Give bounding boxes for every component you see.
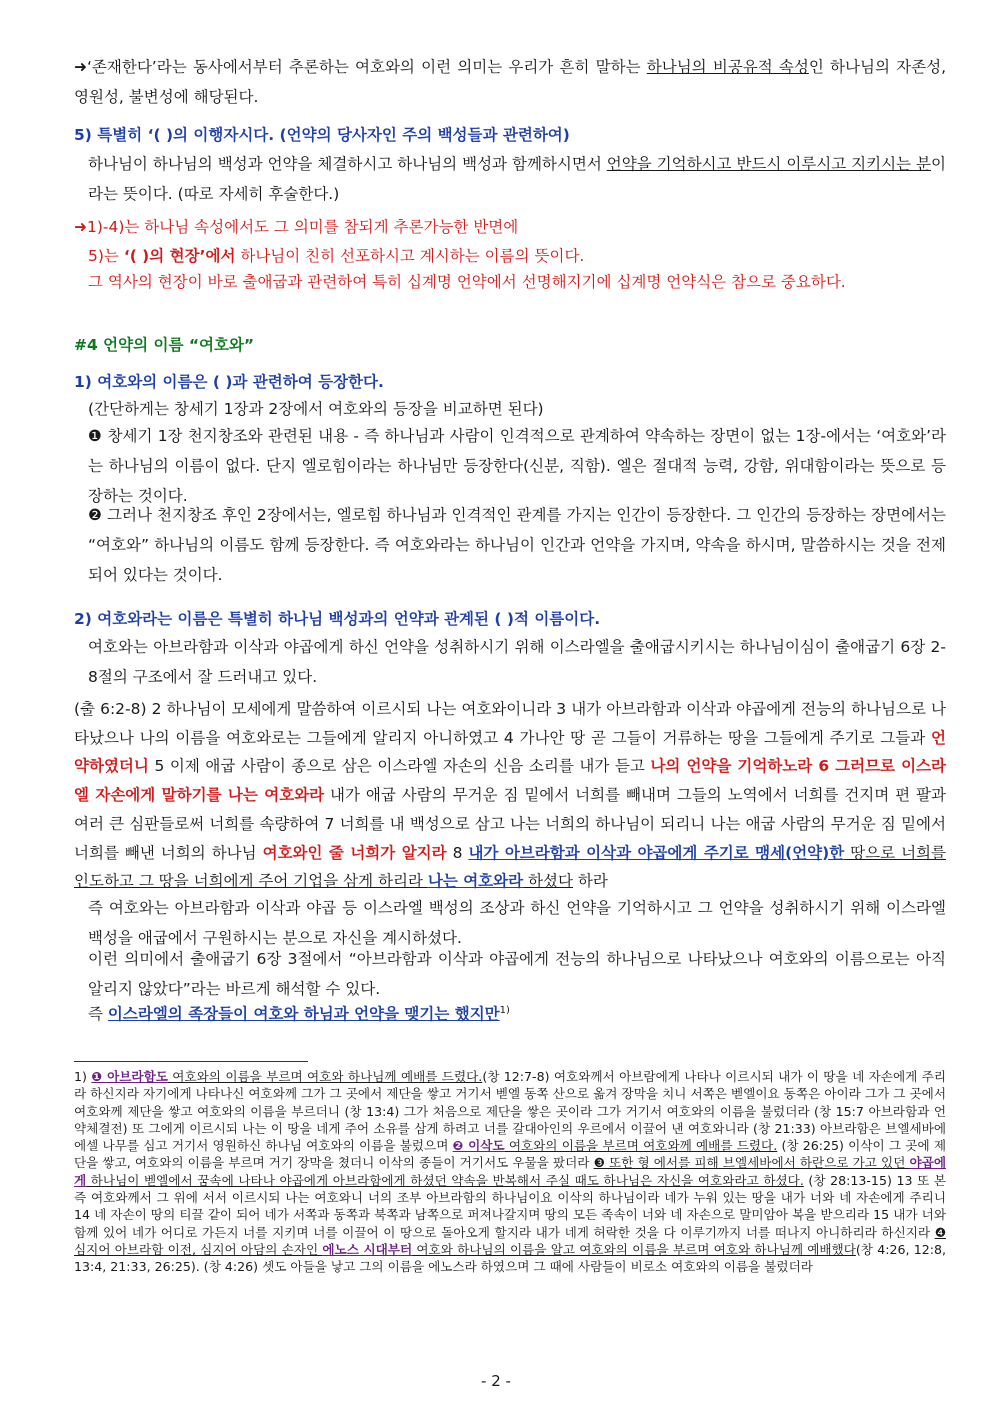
paragraph-intro	[74, 52, 946, 112]
underlined-text: 하셨다	[523, 872, 573, 891]
paragraph-5	[74, 149, 946, 209]
paragraph-q2: 이런 의미에서 출애굽기 6장 3절에서 “아브라함과 이삭과 야곱에게 전능의 하나님으로 나타났으나 여호와의 이름으로는 아직 알리지 않았다”라는 바르게 해석할 수 있다.	[88, 950, 946, 998]
paragraph-2: 여호와는 아브라함과 이삭과 야곱에게 하신 언약을 성취하시기 위해 이스라엘을 출애굽시키시는 하나님이심이 출애굽기 6장 2-8절의 구조에서 잘 드러내고 있다.	[88, 638, 946, 686]
underlined-text: 여호와의 이름을 부르며 여호와께 예배를 드렸다.	[504, 1138, 778, 1154]
page-number: - 2 -	[481, 1372, 511, 1390]
paragraph-q1: 즉 여호와는 아브라함과 이삭과 야곱 등 이스라엘 백성의 조상과 하신 언약을 기억하시고 그 언약을 성취하시기 위해 이스라엘 백성을 애굽에서 구원하시는 분으로 자신을 계시하셨다.	[88, 899, 946, 947]
text: 8	[446, 843, 469, 862]
underlined-text: 여호와의 이름을 부르며 여호와 하나님께 예배를 드렸다.	[167, 1069, 483, 1084]
text: 내가 애굽 사람의 무거운 짐 밑에서 너희를 빼내며 그들의 노역에서 너희를 건지며 편 팔과 여러 큰 심판들로써 너희를 속량하여 7 너희를 내 백성으로 삼고 나는 너희의 하나님이 되리니 나는 애굽 사람의 무거운 짐 밑에서 너희를 빼낸 너희의 하나님	[74, 786, 946, 862]
section-4-title: #4 언약의 이름 “여호와”	[74, 336, 255, 354]
underlined-text: ❸ 또한 형 에서를 피해 브엘세바에서 하란으로 가고 있던	[593, 1155, 910, 1171]
highlight-text: ❷ 이삭도	[452, 1138, 505, 1154]
text: 하나님이 친히 선포하시고 계시하는 이름의 뜻이다.	[235, 247, 585, 265]
paragraph-q3	[74, 996, 946, 1029]
heading-1-note: (간단하게는 창세기 1장과 2장에서 여호와의 등장을 비교하면 된다)	[88, 400, 544, 418]
text: (창 28:13-15) 13 또 본즉 여호와께서 그 위에 서서 이르시되 나는 여호와니 너의 조부 아브라함의 하나님이요 이삭의 하나님이라 네가 누워 있는 땅을 내가 너와 네 자손에게 주리니 14 네 자손이 땅의 티끌 같이 되어 네가 서쪽과 동쪽과 북쪽과 남쪽으로 퍼져나갈지며 땅의 모든 족속이 너와 네 자손으로 말미암아 복을 받으리라 15 내가 너와 함께 있어 네가 어디로 가든지 너를 지키며 너를 이끌어 이 땅으로 돌아오게 할지라 내가 네게 허락한 것을 다 이루기까지 너를 떠나지 아니하리라 하신지라	[74, 1172, 946, 1240]
footnote-ref: 1)	[499, 1005, 510, 1016]
highlight-text: ❶ 아브라함도	[91, 1069, 168, 1084]
highlight-text: 여호와인 줄 너희가 알지라	[262, 843, 447, 862]
text: 5)는	[88, 247, 124, 265]
text: 즉	[88, 1005, 108, 1024]
heading-2: 2) 여호와라는 이름은 특별히 하나님 백성과의 언약과 관계된 ( )적 이름이다.	[74, 610, 601, 628]
bullet-2: ❷ 그러나 천지창조 후인 2장에서는, 엘로힘 하나님과 인격적인 관계를 가지는 인간이 등장한다. 그 인간의 등장하는 장면에서는 “여호와” 하나님의 이름도 함께 등장한다. 즉 여호와라는 하나님이 인간과 언약을 가지며, 약속을 하시며, 말씀하시는 것을 전제되어 있다는 것이다.	[88, 506, 946, 584]
heading-1: 1) 여호와의 이름은 ( )과 관련하여 등장한다.	[74, 373, 384, 391]
highlight-text: 나는 여호와라	[427, 872, 524, 891]
underlined-text: 여호와 하나님의 이름을 알고 여호와의 이름을 부르며 여호와 하나님께 예배했다	[412, 1241, 856, 1257]
footnote-number: 1)	[74, 1069, 87, 1084]
underlined-text: 언약을 기억하시고 반드시 이루시고 지키시는 분	[606, 155, 931, 173]
text: 인 하나님의 자존성, 영원성, 불변성에 해당된다.	[74, 58, 946, 106]
text: ➜‘존재한다’라는 동사에서부터 추론하는 여호와의 이런 의미는 우리가 흔히 말하는	[74, 58, 647, 76]
highlight-text: 내가 아브라함과 이삭과 야곱에게 주기로 맹세(언약)한	[468, 843, 845, 862]
text: 하나님이 하나님의 백성과 언약을 체결하시고 하나님의 백성과 함께하시면서	[88, 155, 607, 173]
heading-5: 5) 특별히 ‘( )의 이행자시다. (언약의 당사자인 주의 백성들과 관련하여)	[74, 126, 570, 144]
underlined-text: 하나님의 비공유적 속성	[646, 58, 809, 76]
underlined-text: 땅으로 너희를 인도하고 그 땅을 너희에게 주어 기업을 삼게 하리라	[74, 843, 946, 891]
text: (창 12:7-8) 여호와께서 아브람에게 나타나 이르시되 내가 이 땅을 네 자손에게 주리라 하신지라 자기에게 나타나신 여호와께 그가 그 곳에서 제단을 쌓고 거기서 벧엘 동쪽 산으로 옮겨 장막을 치니 서쪽은 벧엘이요 동쪽은 아이라 그가 그 곳에서 여호와께 제단을 쌓고 여호와의 이름을 부르더니 (창 13:4) 그가 처음으로 제단을 쌓은 곳이라 그가 거기서 여호와의 이름을 불렀더라 (창 15:7 아브라함과 언약체결전) 또 그에게 이르시되 나는 이 땅을 네게 주어 소유를 삼게 하려고 너를 갈대아인의 우르에서 이끌어 낸 여호와니라 (창 21:33) 아브라함은 브엘세바에 에셀 나무를 심고 거기서 영원하신 하나님 여호와의 이름을 불렀으며	[74, 1069, 946, 1154]
footnote-separator	[74, 1061, 308, 1062]
scripture-exodus-6	[74, 695, 946, 896]
text: (창 26:25) 이삭이 그 곳에 제단을 쌓고, 여호와의 이름을 부르며 거기 장막을 쳤더니 이삭의 종들이 거기서도 우물을 팠더라	[74, 1138, 946, 1171]
text: 이라는 뜻이다. (따로 자세히 후술한다.)	[88, 155, 946, 203]
bold-text: ‘( )의 현장’에서	[123, 247, 236, 265]
bullet-1: ❶ 창세기 1장 천지창조와 관련된 내용 - 즉 하나님과 사람이 인격적으로 관계하여 약속하는 장면이 없는 1장-에서는 ‘여호와’라는 하나님의 이름이 없다. 단지 엘로힘이라는 하나님만 등장한다(신분, 직함). 엘은 절대적 능력, 강함, 위대함이라는 뜻으로 등장하는 것이다.	[88, 427, 946, 505]
highlight-text: 에노스 시대부터	[322, 1241, 413, 1257]
footnote-1	[74, 1068, 946, 1276]
text: 하라	[572, 872, 608, 891]
underlined-text: 하나님이 벧엘에서 꿈속에 나타나 야곱에게 아브라함에게 하셨던 약속을 반복해서 주실 때도 하나님은 자신을 여호와라고 하셨다.	[86, 1172, 804, 1188]
red-note-3: 그 역사의 현장이 바로 출애굽과 관련하여 특히 십계명 언약에서 선명해지기에 십계명 언약식은 참으로 중요하다.	[88, 273, 846, 291]
text: 5 이제 애굽 사람이 종으로 삼은 이스라엘 자손의 신음 소리를 내가 듣고	[148, 757, 651, 776]
red-note-1: ➜1)-4)는 하나님 속성에서도 그 의미를 참되게 추론가능한 반면에	[74, 218, 519, 236]
highlight-text: 이스라엘의 족장들이 여호와 하님과 언약을 맺기는 했지만	[107, 1005, 500, 1024]
underlined-text: ❹ 심지어 아브라함 이전, 심지어 아담의 손자인	[74, 1224, 946, 1257]
text: (출 6:2-8) 2 하나님이 모세에게 말씀하여 이르시되 나는 여호와이니라 3 내가 아브라함과 이삭과 야곱에게 전능의 하나님으로 나타났으나 나의 이름을 여호와로는 그들에게 알리지 아니하였고 4 가나안 땅 곧 그들이 거류하는 땅을 그들에게 주기로 그들과	[74, 700, 946, 747]
highlight-text: 야곱에게	[74, 1155, 946, 1188]
text: (창 4:26, 12:8, 13:4, 21:33, 26:25). (창 4:26) 셋도 아들을 낳고 그의 이름을 에노스라 하였으며 그 때에 사람들이 비로소 여호와의 이름을 불렀더라	[74, 1241, 946, 1275]
highlight-text: 언약하였더니	[74, 728, 946, 776]
highlight-text: 나의 언약을 기억하노라 6 그러므로 이스라엘 자손에게 말하기를 나는 여호와라	[74, 757, 946, 805]
